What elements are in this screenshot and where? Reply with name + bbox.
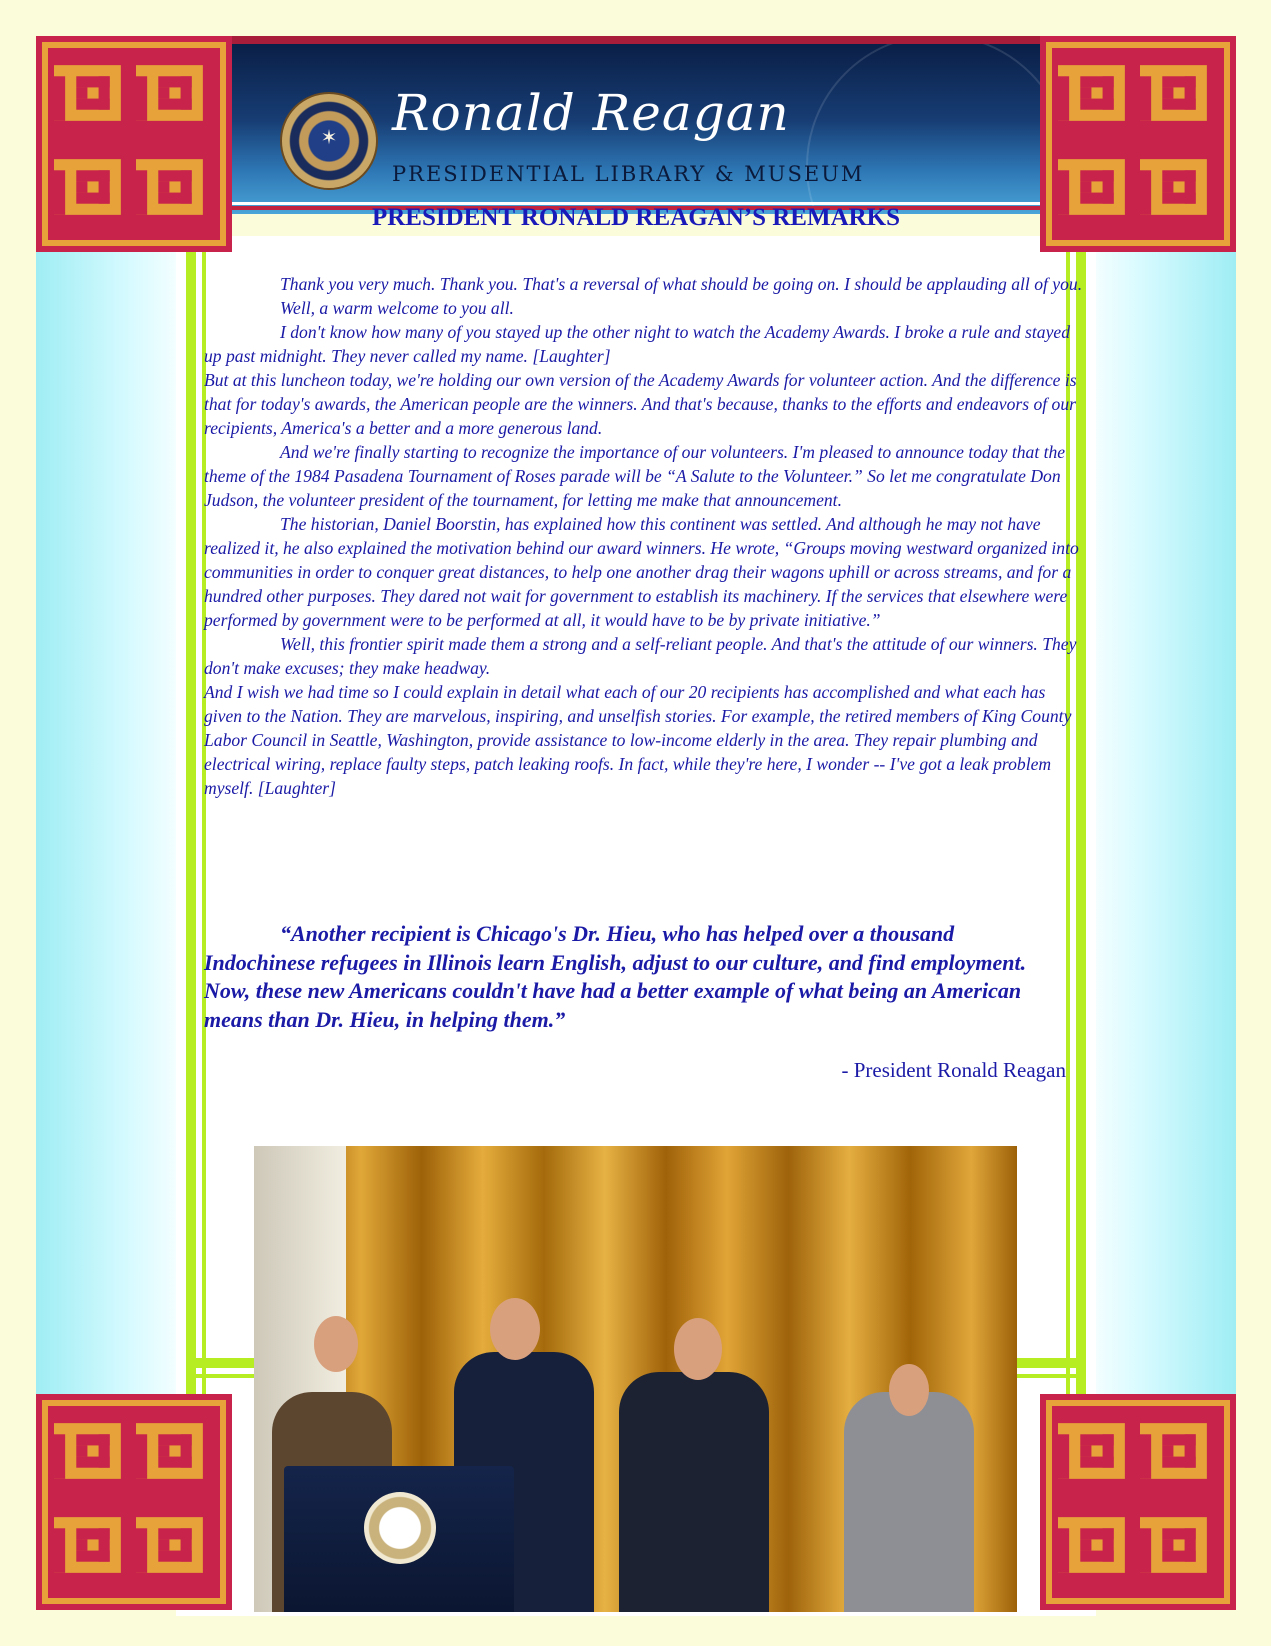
left-cyan-band <box>36 236 196 1526</box>
speech-paragraph: Well, a warm welcome to you all. <box>280 298 514 318</box>
left-green-line <box>186 236 196 1526</box>
person-applauding <box>619 1372 769 1612</box>
speech-paragraph: But at this luncheon today, we're holding our own version of the Academy Awards for volunteer action. And the difference is that for today's awards, the American people are the winners. And that's because, thanks to the efforts and endeavors of our recipients, America's a better and a more generous land. <box>204 370 1077 438</box>
corner-ornament-bottom-left <box>36 1394 232 1610</box>
person-applauding-head <box>674 1318 722 1380</box>
speech-paragraph: Well, this frontier spirit made them a strong and a self-reliant people. And that's the attitude of our winners. They don't make excuses; they make headway. <box>204 634 1077 678</box>
person-dr-hieu-head <box>889 1364 929 1416</box>
library-name: PRESIDENTIAL LIBRARY & MUSEUM <box>392 162 865 186</box>
ceremony-photo <box>254 1146 1017 1612</box>
corner-ornament-top-right <box>1040 36 1236 252</box>
quote-attribution: - President Ronald Reagan <box>841 1058 1066 1082</box>
highlighted-quote: “Another recipient is Chicago's Dr. Hieu, who has helped over a thousand Indochinese refugees in Illinois learn English, adjust to our culture, and find employment. Now, these new Americans couldn't have had a better example of what being an American means than Dr. Hieu, in helping them.” <box>204 921 1027 1032</box>
corner-ornament-bottom-right <box>1040 1394 1236 1610</box>
ronald-reagan-signature: Ronald Reagan <box>392 84 790 142</box>
page-title: PRESIDENT RONALD REAGAN’S REMARKS <box>371 204 901 231</box>
seal-watermark <box>806 36 1040 214</box>
speech-text <box>204 272 1084 800</box>
corner-ornament-top-left <box>36 36 232 252</box>
presidential-podium <box>284 1466 514 1612</box>
person-dr-hieu <box>844 1392 974 1612</box>
speech-paragraph: Thank you very much. Thank you. That's a reversal of what should be going on. I should be applauding all of you. <box>280 274 1083 294</box>
podium-seal-icon <box>364 1492 436 1564</box>
eagle-icon: ✶ <box>320 127 338 149</box>
speech-paragraph: And I wish we had time so I could explain in detail what each of our 20 recipients has accomplished and what each has given to the Nation. They are marvelous, inspiring, and unselfish stories. For example, the retired members of King County Labor Council in Seattle, Washington, provide assistance to low-income elderly in the area. They repair plumbing and electrical wiring, replace faulty steps, patch leaking roofs. In fact, while they're here, I wonder -- I've got a leak problem myself. [Laughter] <box>204 682 1072 798</box>
right-cyan-band <box>1076 236 1236 1526</box>
speech-paragraph: I don't know how many of you stayed up the other night to watch the Academy Awards. I broke a rule and stayed up past midnight. They never called my name. [Laughter] <box>204 322 1070 366</box>
person-reagan-head <box>314 1316 358 1372</box>
presidential-seal-icon <box>280 92 378 190</box>
speech-paragraph: The historian, Daniel Boorstin, has explained how this continent was settled. And although he may not have realized it, he also explained the motivation behind our award winners. He wrote, “Groups moving westward organized into communities in order to conquer great distances, to help one another drag their wagons uphill or across streams, and for a hundred other purposes. They dared not wait for government to establish its machinery. If the services that elsewhere were performed by government were to be performed at all, it would have to be by private initiative.” <box>204 514 1079 630</box>
speech-paragraph: And we're finally starting to recognize the importance of our volunteers. I'm pleased to announce today that the theme of the 1984 Pasadena Tournament of Roses parade will be “A Salute to the Volunteer.” So let me congratulate Don Judson, the volunteer president of the tournament, for letting me make that announcement. <box>204 442 1066 510</box>
library-banner <box>232 36 1040 214</box>
person-speaker-head <box>490 1298 540 1360</box>
